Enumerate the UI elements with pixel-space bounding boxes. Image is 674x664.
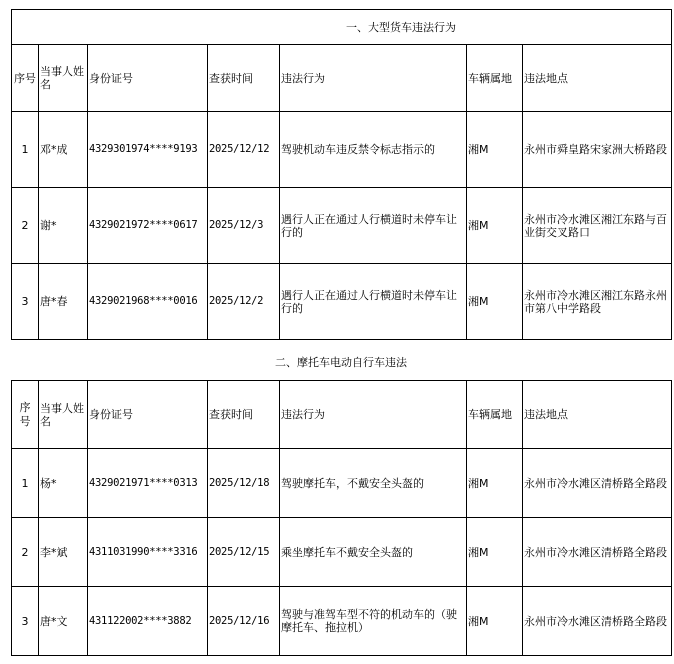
table-row xyxy=(12,112,672,188)
table-row xyxy=(12,518,672,587)
header-location: 违法地点 xyxy=(523,381,672,449)
cell-name: 李*斌 xyxy=(39,518,88,587)
header-name: 当事人姓名 xyxy=(39,381,88,449)
cell-location: 永州市冷水滩区清桥路全路段 xyxy=(523,518,672,587)
header-region: 车辆属地 xyxy=(467,381,523,449)
cell-no: 3 xyxy=(12,587,39,656)
cell-no: 1 xyxy=(12,449,39,518)
cell-location: 永州市冷水滩区清桥路全路段 xyxy=(523,587,672,656)
cell-name: 谢* xyxy=(39,188,88,264)
cell-id: 4329021968****0016 xyxy=(88,264,208,340)
table-row xyxy=(12,264,672,340)
cell-violation: 驾驶摩托车，不戴安全头盔的 xyxy=(280,449,467,518)
cell-violation: 乘坐摩托车不戴安全头盔的 xyxy=(280,518,467,587)
cell-location: 永州市冷水滩区湘江东路与百业街交叉路口 xyxy=(523,188,672,264)
cell-region: 湘M xyxy=(467,518,523,587)
cell-no: 1 xyxy=(12,112,39,188)
cell-no: 2 xyxy=(12,188,39,264)
cell-id: 4329301974****9193 xyxy=(88,112,208,188)
cell-date: 2025/12/3 xyxy=(208,188,280,264)
header-violation: 违法行为 xyxy=(280,45,467,112)
cell-violation: 遇行人正在通过人行横道时未停车让行的 xyxy=(280,188,467,264)
cell-location: 永州市舜皇路宋家洲大桥路段 xyxy=(523,112,672,188)
cell-date: 2025/12/2 xyxy=(208,264,280,340)
cell-name: 邓*成 xyxy=(39,112,88,188)
cell-region: 湘M xyxy=(467,587,523,656)
section-title: 二、摩托车电动自行车违法 xyxy=(275,356,407,369)
header-location: 违法地点 xyxy=(523,45,672,112)
table-header-row xyxy=(12,45,672,112)
cell-name: 唐*春 xyxy=(39,264,88,340)
header-violation: 违法行为 xyxy=(280,381,467,449)
table-large-truck-violations xyxy=(11,9,672,340)
cell-date: 2025/12/16 xyxy=(208,587,280,656)
cell-violation: 驾驶与准驾车型不符的机动车的（驶摩托车、拖拉机） xyxy=(280,587,467,656)
header-date: 查获时间 xyxy=(208,381,280,449)
cell-date: 2025/12/18 xyxy=(208,449,280,518)
table-row xyxy=(12,449,672,518)
cell-violation: 驾驶机动车违反禁令标志指示的 xyxy=(280,112,467,188)
cell-location: 永州市冷水滩区湘江东路永州市第八中学路段 xyxy=(523,264,672,340)
header-date: 查获时间 xyxy=(208,45,280,112)
cell-id: 431122002****3882 xyxy=(88,587,208,656)
header-no xyxy=(12,381,39,449)
cell-no: 2 xyxy=(12,518,39,587)
table-row xyxy=(12,188,672,264)
cell-region: 湘M xyxy=(467,449,523,518)
cell-id: 4329021972****0617 xyxy=(88,188,208,264)
header-id: 身份证号 xyxy=(88,381,208,449)
section-title: 一、大型货车违法行为 xyxy=(12,10,672,45)
table-row xyxy=(12,587,672,656)
cell-region: 湘M xyxy=(467,264,523,340)
cell-no: 3 xyxy=(12,264,39,340)
cell-id: 4329021971****0313 xyxy=(88,449,208,518)
header-name: 当事人姓名 xyxy=(39,45,88,112)
header-id: 身份证号 xyxy=(88,45,208,112)
table-motorcycle-violations xyxy=(11,380,672,656)
cell-region: 湘M xyxy=(467,112,523,188)
cell-violation: 遇行人正在通过人行横道时未停车让行的 xyxy=(280,264,467,340)
header-no-label: 序号 xyxy=(19,400,31,428)
cell-name: 杨* xyxy=(39,449,88,518)
cell-date: 2025/12/12 xyxy=(208,112,280,188)
header-region: 车辆属地 xyxy=(467,45,523,112)
table-header-row xyxy=(12,381,672,449)
cell-id: 4311031990****3316 xyxy=(88,518,208,587)
cell-location: 永州市冷水滩区清桥路全路段 xyxy=(523,449,672,518)
header-no: 序号 xyxy=(12,45,39,112)
cell-region: 湘M xyxy=(467,188,523,264)
cell-date: 2025/12/15 xyxy=(208,518,280,587)
cell-name: 唐*文 xyxy=(39,587,88,656)
table-title-row xyxy=(12,10,672,45)
